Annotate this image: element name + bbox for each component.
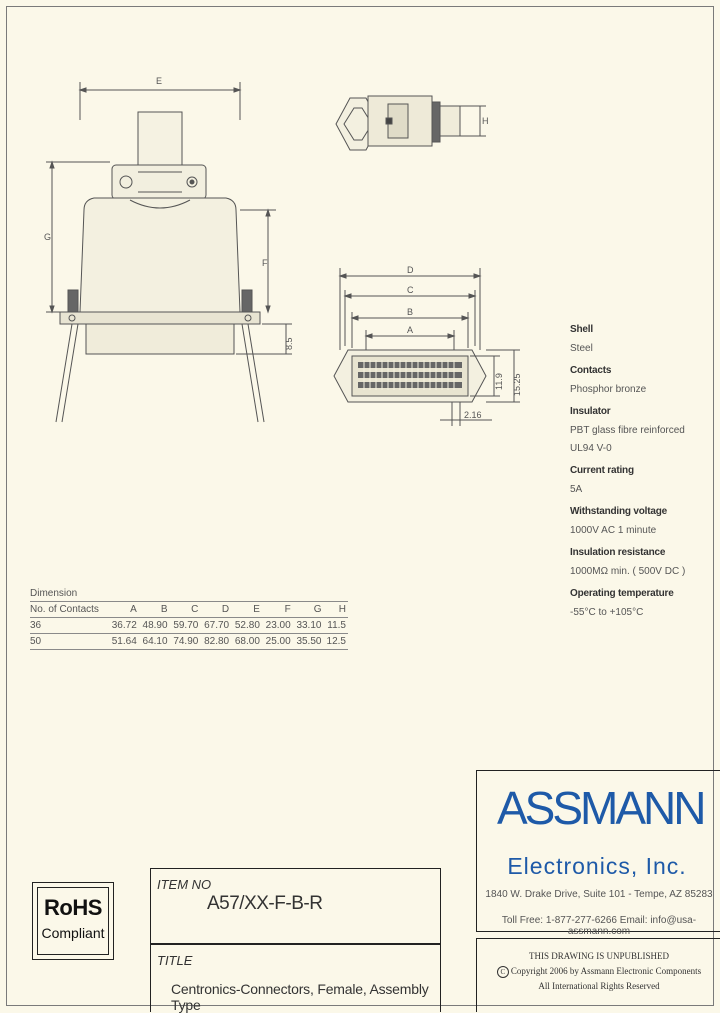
spec-label: Insulation resistance (570, 547, 666, 558)
table-cell: 36.72 (108, 618, 139, 634)
item-number-value: A57/XX-F-B-R (207, 893, 323, 914)
spec-value: PBT glass fibre reinforced (570, 425, 685, 436)
header-g: G (293, 602, 324, 618)
dimension-table-title: Dimension (30, 586, 348, 602)
table-header-row (30, 602, 348, 618)
spec-shell (570, 322, 710, 356)
table-cell: 35.50 (293, 634, 324, 650)
header-d: D (200, 602, 231, 618)
spec-value: 1000MΩ min. ( 500V DC ) (570, 566, 686, 577)
spec-label: Current rating (570, 465, 634, 476)
spec-value: -55°C to +105°C (570, 607, 644, 618)
dim-label-c: C (407, 285, 414, 295)
item-number-block (150, 868, 441, 944)
rohs-title: RoHS (44, 895, 102, 920)
spec-current-rating (570, 463, 710, 497)
company-block (476, 770, 720, 937)
header-contacts: No. of Contacts (30, 602, 108, 618)
title-value: Centronics-Connectors, Female, Assembly Type (171, 981, 429, 1013)
header-e: E (231, 602, 262, 618)
dim-label-h: H (482, 116, 489, 126)
table-row (30, 634, 348, 650)
dim-label-d: D (407, 265, 414, 275)
table-cell: 51.64 (108, 634, 139, 650)
company-address: 1840 W. Drake Drive, Suite 101 - Tempe, AZ 85283 (485, 889, 713, 900)
dim-label-g: G (44, 232, 52, 242)
company-contact: Toll Free: 1-877-277-6266 Email: info@usa-assmann.com (501, 915, 697, 937)
header-b: B (139, 602, 170, 618)
table-cell: 74.90 (170, 634, 201, 650)
copyright-block (476, 938, 720, 1012)
spec-value: Steel (570, 343, 593, 354)
copyright-line-3: All International Rights Reserved (538, 981, 660, 991)
table-cell: 64.10 (139, 634, 170, 650)
rohs-badge (32, 882, 114, 960)
company-logo: ASSMANN (497, 782, 704, 834)
spec-value: Phosphor bronze (570, 384, 647, 395)
copyright-icon: C (497, 966, 509, 978)
spec-withstanding-voltage (570, 504, 710, 538)
table-cell: 48.90 (139, 618, 170, 634)
table-row (30, 618, 348, 634)
spec-label: Insulator (570, 406, 611, 417)
table-cell: 68.00 (231, 634, 262, 650)
dim-label-15-25: 15.25 (512, 373, 522, 396)
spec-operating-temperature (570, 586, 710, 620)
header-c: C (170, 602, 201, 618)
dim-label-f: F (262, 258, 268, 268)
spec-insulator (570, 404, 710, 456)
dim-label-e: E (156, 76, 163, 86)
dim-label-2-16: 2.16 (464, 410, 482, 420)
table-cell: 36 (30, 618, 108, 634)
table-cell: 59.70 (170, 618, 201, 634)
dim-label-b: B (407, 307, 414, 317)
table-cell: 52.80 (231, 618, 262, 634)
title-block (150, 944, 441, 1012)
dim-label-11-9: 11.9 (494, 373, 504, 390)
table-cell: 25.00 (262, 634, 293, 650)
table-cell: 50 (30, 634, 108, 650)
title-label: TITLE (157, 953, 193, 968)
dimension-table (30, 586, 348, 650)
header-f: F (262, 602, 293, 618)
company-subname: Electronics, Inc. (507, 853, 687, 879)
spec-value: 5A (570, 484, 583, 495)
table-cell: 33.10 (293, 618, 324, 634)
copyright-line-1: THIS DRAWING IS UNPUBLISHED (528, 951, 670, 961)
table-cell: 12.5 (323, 634, 348, 650)
header-a: A (108, 602, 139, 618)
spec-contacts (570, 363, 710, 397)
table-cell: 23.00 (262, 618, 293, 634)
spec-value: 1000V AC 1 minute (570, 525, 657, 536)
dim-label-8-5: 8.5 (284, 337, 294, 350)
table-cell: 67.70 (200, 618, 231, 634)
header-h: H (323, 602, 348, 618)
table-cell: 82.80 (200, 634, 231, 650)
spec-label: Operating temperature (570, 588, 674, 599)
rohs-subtitle: Compliant (41, 925, 105, 941)
spec-label: Withstanding voltage (570, 506, 668, 517)
spec-insulation-resistance (570, 545, 710, 579)
item-number-label: ITEM NO (157, 877, 212, 892)
table-cell: 11.5 (323, 618, 348, 634)
copyright-line-2 (477, 966, 720, 978)
spec-value: UL94 V-0 (570, 443, 612, 454)
dim-label-a: A (407, 325, 414, 335)
spec-label: Contacts (570, 365, 612, 376)
spec-label: Shell (570, 324, 593, 335)
copyright-text: Copyright 2006 by Assmann Electronic Components (510, 966, 702, 976)
specifications (570, 322, 710, 627)
